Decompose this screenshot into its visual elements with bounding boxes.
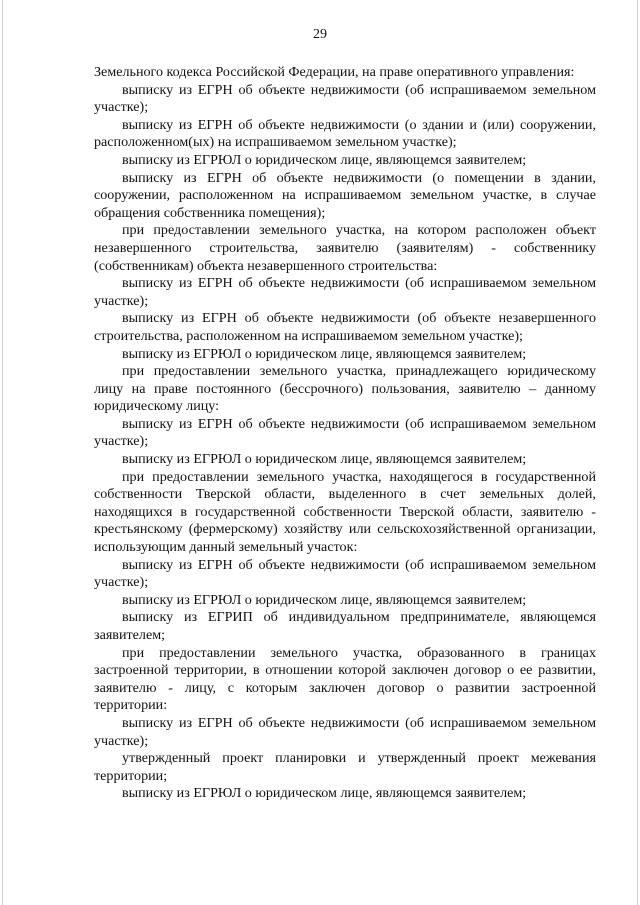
paragraph: при предоставлении земельного участка, образованного в границах застроенной территории, в отношении которой заключен договор о ее развитии, заявителю - лицу, с которым заключен договор о развитии застроенной территории: [94,644,596,714]
paragraph: Земельного кодекса Российской Федерации, на праве оперативного управления: [94,64,575,80]
scan-edge-right [637,0,638,905]
paragraph: выписку из ЕГРЮЛ о юридическом лице, являющемся заявителем; [122,451,527,468]
paragraph: при предоставлении земельного участка, принадлежащего юридическому лицу на праве постоянного (бессрочного) пользования, заявителю – данному юридическому лицу: [94,363,596,415]
paragraph: выписку из ЕГРН об объекте недвижимости (о здании и (или) сооружении, расположенном(ых) на испрашиваемом земельном участке); [94,116,596,151]
paragraph: при предоставлении земельного участка, на котором расположен объект незавершенного строительства, заявителю (заявителям) - собственнику (собственникам) объекта незавершенного строительства: [94,222,596,274]
paragraph: выписку из ЕГРН об объекте недвижимости (об испрашиваемом земельном участке); [94,81,596,116]
paragraph: выписку из ЕГРН об объекте недвижимости (об испрашиваемом земельном участке); [94,415,596,450]
paragraph: выписку из ЕГРЮЛ о юридическом лице, являющемся заявителем; [122,345,527,362]
document-body [94,64,596,803]
paragraph: выписку из ЕГРН об объекте недвижимости (об испрашиваемом земельном участке); [94,275,596,309]
paragraph: выписку из ЕГРН об объекте недвижимости (об объекте незавершенного строительства, расположенном на испрашиваемом земельном участке); [94,310,596,344]
paragraph: выписку из ЕГРН об объекте недвижимости (об испрашиваемом земельном участке); [94,556,596,591]
paragraph: выписку из ЕГРЮЛ о юридическом лице, являющемся заявителем; [122,591,527,608]
page-number: 29 [313,27,327,42]
paragraph: при предоставлении земельного участка, находящегося в государственной собственности Тверской области, выделенного в счет земельных долей, находящихся в государственной собственности Тверской области, заявителю - крестьянскому (фермерскому) хозяйству или сельскохозяйственной организации, использующим данный земельный участок: [94,468,596,556]
paragraph: выписку из ЕГРН об объекте недвижимости (об испрашиваемом земельном участке); [94,714,596,749]
scan-edge-left [2,0,3,905]
paragraph: выписку из ЕГРЮЛ о юридическом лице, являющемся заявителем; [122,151,527,168]
paragraph: выписку из ЕГРЮЛ о юридическом лице, являющемся заявителем; [122,785,527,802]
paragraph: выписку из ЕГРН об объекте недвижимости (о помещении в здании, сооружении, расположенном на испрашиваемом земельном участке, в случае обращения собственника помещения); [94,169,596,221]
paragraph: утвержденный проект планировки и утвержденный проект межевания территории; [94,750,596,784]
paragraph: выписку из ЕГРИП об индивидуальном предпринимателе, являющемся заявителем; [94,609,596,643]
